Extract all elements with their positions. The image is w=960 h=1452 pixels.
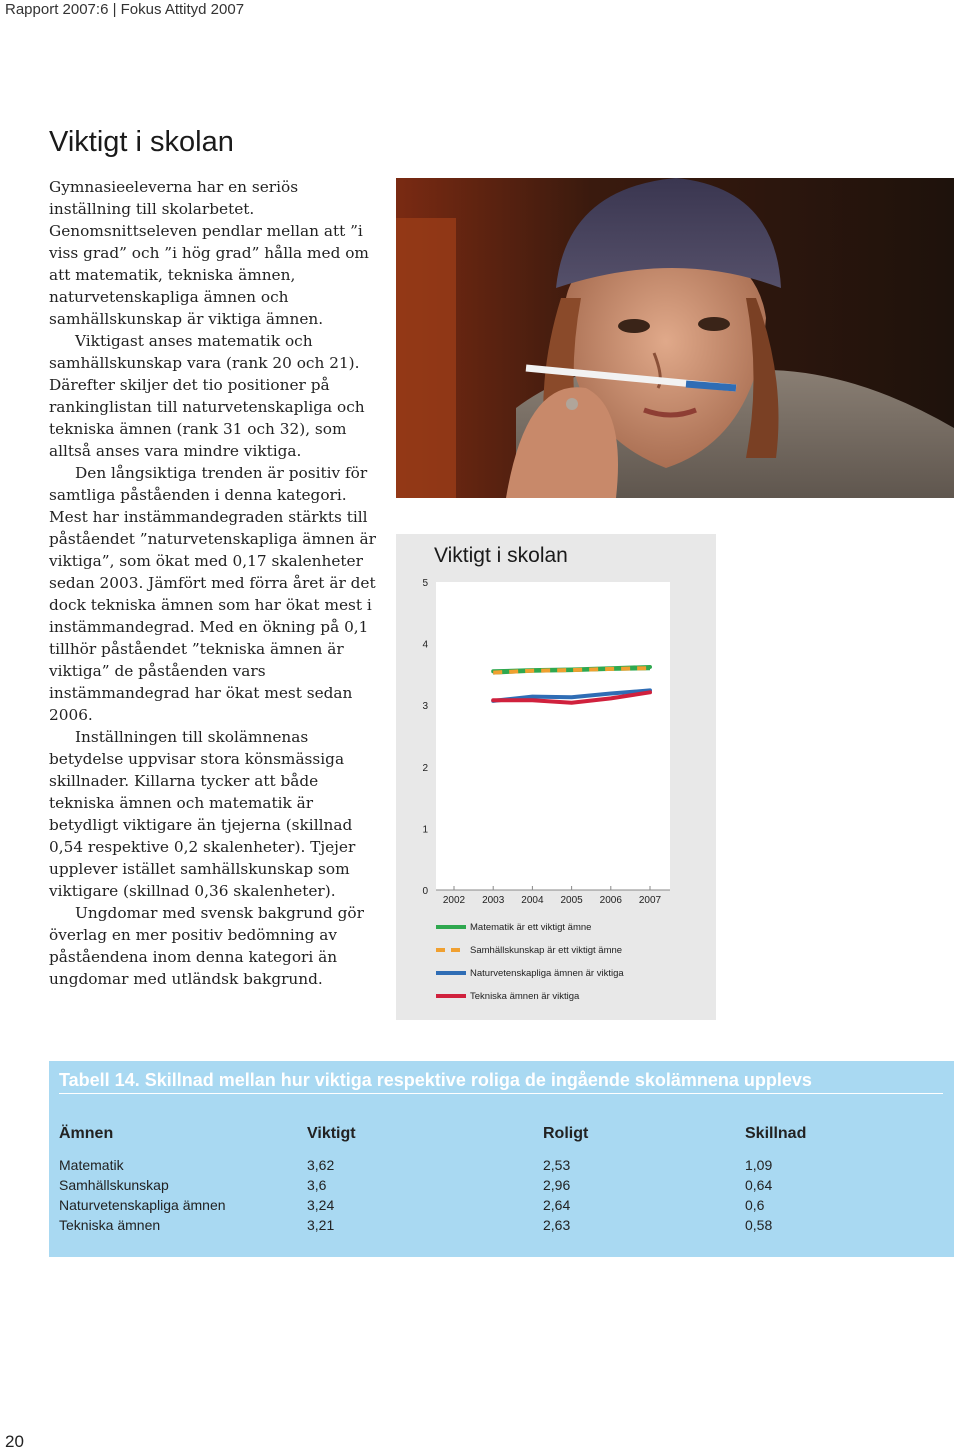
x-tick-label: 2005 — [560, 895, 583, 906]
line-chart-panel — [396, 534, 716, 1020]
plot-area — [436, 582, 670, 890]
table-row — [59, 1197, 939, 1217]
chart-title: Viktigt i skolan — [434, 544, 568, 567]
header-skillnad: Skillnad — [745, 1125, 807, 1142]
legend-label: Samhällskunskap är ett viktigt ämne — [470, 945, 623, 956]
photo-illustration — [396, 178, 954, 498]
article-body — [49, 176, 379, 990]
y-tick-label: 3 — [422, 701, 428, 713]
line-chart — [396, 534, 716, 1020]
cell-roligt: 2,96 — [543, 1177, 571, 1193]
legend-label: Tekniska ämnen är viktiga — [470, 991, 580, 1002]
header-viktigt: Viktigt — [307, 1125, 356, 1142]
cell-subject: Naturvetenskapliga ämnen — [59, 1197, 226, 1213]
cell-roligt: 2,53 — [543, 1157, 571, 1173]
y-tick-label: 2 — [422, 762, 428, 774]
header-roligt: Roligt — [543, 1125, 589, 1142]
cell-viktigt: 3,6 — [307, 1177, 327, 1193]
cell-viktigt: 3,21 — [307, 1217, 335, 1233]
cell-roligt: 2,64 — [543, 1197, 571, 1213]
paragraph-3: Den långsiktiga trenden är positiv för samtliga påståenden i denna kategori. Mest har instämmandegraden stärkts till påståendet ”naturvetenskapliga ämnen är viktiga”, som ökat med 0,17 skalenheter sedan 2003. Jämfört med förra året är det dock tekniska ämnen som har ökat mest i instämmandegrad. Med en ökning på 0,1 tillhör påståendet ”tekniska ämnen är viktiga” de påståenden vars instämmandegrad har ökat mest sedan 2006. — [49, 464, 376, 724]
section-title: Viktigt i skolan — [49, 126, 234, 158]
y-tick-label: 5 — [422, 578, 428, 589]
cell-skillnad: 1,09 — [745, 1157, 773, 1173]
table-title: Tabell 14. Skillnad mellan hur viktiga respektive roliga de ingående skolämnena upplevs — [59, 1070, 943, 1094]
running-header: Rapport 2007:6 | Fokus Attityd 2007 — [5, 1, 245, 18]
cell-viktigt: 3,62 — [307, 1157, 335, 1173]
x-tick-label: 2002 — [442, 895, 466, 906]
x-tick-label: 2007 — [638, 895, 662, 906]
table-row — [59, 1177, 939, 1197]
page-number: 20 — [5, 1432, 24, 1451]
paragraph-4: Inställningen till skolämnenas betydelse uppvisar stora könsmässiga skillnader. Killarna tycker att både tekniska ämnen och matematik är betydligt viktigare än tjejerna (skillnad 0,54 respektive 0,2 skalenheter). Tjejer upplever istället samhällskunskap som viktigare (skillnad 0,36 skalenheter). — [49, 728, 356, 900]
legend-label: Matematik är ett viktigt ämne — [470, 922, 592, 933]
legend-label: Naturvetenskapliga ämnen är viktiga — [470, 968, 624, 979]
table-row — [59, 1157, 939, 1177]
x-tick-label: 2004 — [521, 895, 544, 906]
paragraph-5: Ungdomar med svensk bakgrund gör överlag en mer positiv bedömning av påståendena inom denna kategori än ungdomar med utländsk bakgrund. — [49, 904, 364, 988]
cell-subject: Matematik — [59, 1157, 124, 1173]
header-amnen: Ämnen — [59, 1125, 114, 1142]
table-header-row — [59, 1125, 939, 1145]
cell-viktigt: 3,24 — [307, 1197, 335, 1213]
paragraph-1: Gymnasieeleverna har en seriös inställning till skolarbetet. Genomsnittseleven pendlar mellan att ”i viss grad” och ”i hög grad” hålla med om att matematik, tekniska ämnen, naturvetenskapliga ämnen och samhällskunskap är viktiga ämnen. — [49, 178, 369, 328]
x-tick-label: 2003 — [482, 895, 505, 906]
table-row — [59, 1217, 939, 1237]
y-tick-label: 0 — [422, 886, 428, 897]
cell-subject: Samhällskunskap — [59, 1177, 169, 1193]
cell-roligt: 2,63 — [543, 1217, 571, 1233]
y-tick-label: 4 — [422, 639, 428, 651]
cell-skillnad: 0,64 — [745, 1177, 773, 1193]
cell-skillnad: 0,6 — [745, 1197, 765, 1213]
table-14 — [49, 1061, 954, 1257]
x-tick-label: 2006 — [599, 895, 622, 906]
paragraph-2: Viktigast anses matematik och samhällskunskap vara (rank 20 och 21). Därefter skiljer det tio positioner på rankinglistan till naturvetenskapliga och tekniska ämnen (rank 31 och 32), som alltså anses vara mindre viktiga. — [49, 332, 365, 460]
cell-subject: Tekniska ämnen — [59, 1217, 161, 1233]
student-photo — [396, 178, 954, 498]
y-tick-label: 1 — [422, 824, 428, 836]
cell-skillnad: 0,58 — [745, 1217, 773, 1233]
